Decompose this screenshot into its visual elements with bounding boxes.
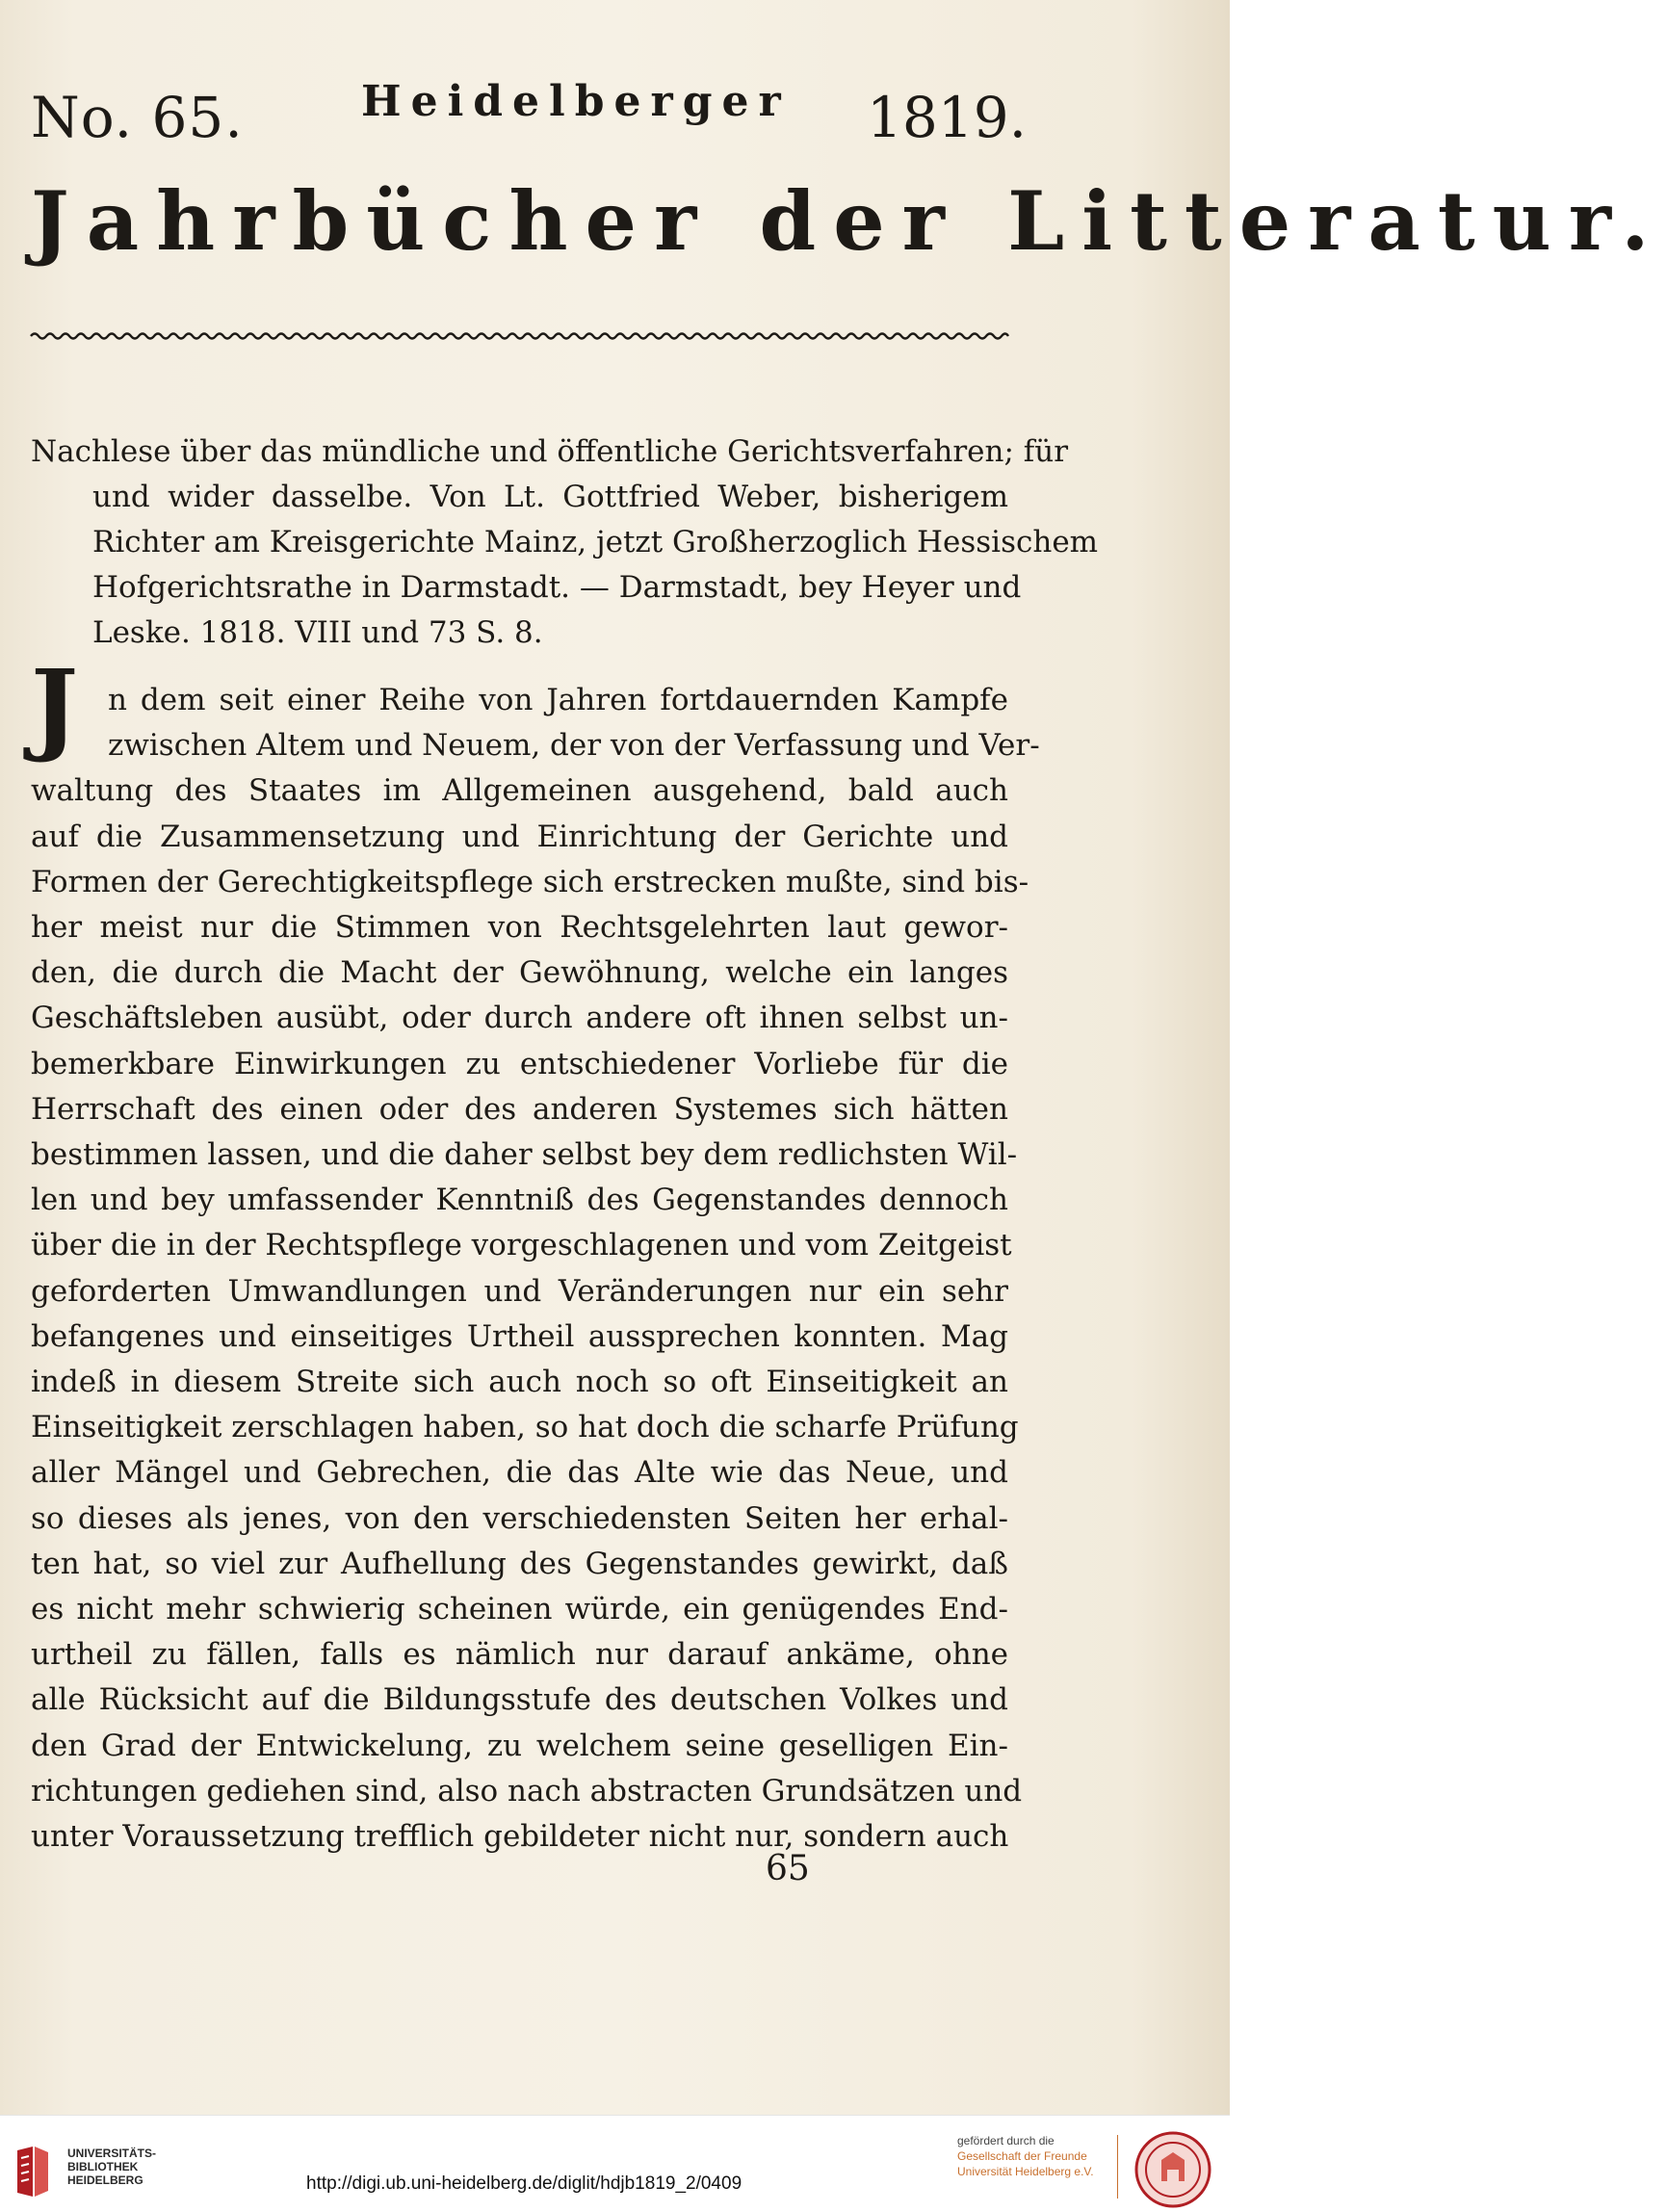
text-line: ten hat, so viel zur Aufhellung des Gegenstandes gewirkt, daß (31, 1546, 1008, 1581)
text-line: Einseitigkeit zerschlagen haben, so hat doch die scharfe Prüfung (31, 1410, 1019, 1445)
review-line: Hofgerichtsrathe in Darmstadt. — Darmstadt, bey Heyer und (92, 570, 1022, 605)
issue-year: 1819. (867, 85, 1028, 150)
text-line: Geschäftsleben ausübt, oder durch andere oft ihnen selbst un- (31, 1001, 1008, 1036)
issue-number: No. 65. (31, 85, 244, 150)
text-line: es nicht mehr schwierig scheinen würde, ein genügendes End- (31, 1592, 1008, 1627)
text-line: den, die durch die Macht der Gewöhnung, welche ein langes (31, 955, 1008, 991)
text-line: über die in der Rechtspflege vorgeschlagenen und vom Zeitgeist (31, 1228, 1012, 1263)
body-text (31, 678, 1040, 1860)
text-line: auf die Zusammensetzung und Einrichtung der Gerichte und (31, 819, 1008, 854)
sponsor-credit-intro: gefördert durch die (957, 2134, 1055, 2147)
signature-mark: 65 (766, 1849, 810, 1888)
text-line: geforderten Umwandlungen und Veränderungen nur ein sehr (31, 1273, 1008, 1309)
text-line: Formen der Gerechtigkeitspflege sich erstrecken mußte, sind bis- (31, 864, 1029, 899)
drop-cap: J (31, 647, 79, 766)
text-line: alle Rücksicht auf die Bildungsstufe des deutschen Volkes und (31, 1682, 1008, 1718)
university-seal-icon[interactable] (1134, 2131, 1211, 2208)
review-line: und wider dasselbe. Von Lt. Gottfried Weber, bisherigem (92, 480, 1008, 514)
sponsor-credit (957, 2133, 1094, 2179)
journal-running-title: Heidelberger (361, 77, 791, 126)
review-line: Nachlese über das mündliche und öffentliche Gerichtsverfahren; für (31, 434, 1069, 469)
review-line: Leske. 1818. VIII und 73 S. 8. (92, 615, 543, 650)
footer-bar (0, 2115, 1230, 2212)
text-line: unter Voraussetzung trefflich gebildeter nicht nur, sondern auch (31, 1819, 1009, 1855)
journal-title: Jahrbücher der Litteratur. (31, 173, 1667, 269)
text-line: indeß in diesem Streite sich auch noch so oft Einseitigkeit an (31, 1365, 1008, 1400)
text-line: so dieses als jenes, von den verschiedensten Seiten her erhal- (31, 1500, 1008, 1536)
permalink-url[interactable]: http://digi.ub.uni-heidelberg.de/diglit/hdjb1819_2/0409 (306, 2173, 742, 2194)
text-line: n dem seit einer Reihe von Jahren fortdauernden Kampfe (108, 683, 1008, 717)
sponsor-name: Universität Heidelberg e.V. (957, 2165, 1094, 2178)
text-line: urtheil zu fällen, falls es nämlich nur darauf ankäme, ohne (31, 1637, 1008, 1673)
text-line: her meist nur die Stimmen von Rechtsgelehrten laut gewor- (31, 910, 1008, 946)
text-line: bestimmen lassen, und die daher selbst bey dem redlichsten Wil- (31, 1137, 1018, 1173)
footer-divider (1117, 2135, 1118, 2199)
text-line: aller Mängel und Gebrechen, die das Alte wie das Neue, und (31, 1455, 1008, 1491)
text-line: Herrschaft des einen oder des anderen Systemes sich hätten (31, 1091, 1008, 1127)
text-line: befangenes und einseitiges Urtheil aussprechen konnten. Mag (31, 1318, 1008, 1354)
text-line: waltung des Staates im Allgemeinen ausgehend, bald auch (31, 773, 1008, 809)
ornamental-rule (31, 331, 1008, 341)
library-name-line: HEIDELBERG (67, 2173, 143, 2187)
text-line: zwischen Altem und Neuem, der von der Verfassung und Ver- (108, 728, 1040, 764)
review-line: Richter am Kreisgerichte Mainz, jetzt Großherzoglich Hessischem (92, 525, 1099, 560)
review-citation (31, 429, 1099, 656)
library-name (67, 2147, 156, 2187)
text-line: len und bey umfassender Kenntniß des Gegenstandes dennoch (31, 1183, 1008, 1218)
library-name-line: UNIVERSITÄTS- (67, 2147, 157, 2160)
sponsor-name: Gesellschaft der Freunde (957, 2149, 1087, 2163)
text-line: richtungen gediehen sind, also nach abstracten Grundsätzen und (31, 1773, 1023, 1809)
library-logo-icon[interactable] (13, 2145, 52, 2199)
library-name-line: BIBLIOTHEK (67, 2160, 139, 2173)
text-line: den Grad der Entwickelung, zu welchem seine geselligen Ein- (31, 1728, 1008, 1763)
text-line: bemerkbare Einwirkungen zu entschiedener Vorliebe für die (31, 1046, 1008, 1081)
